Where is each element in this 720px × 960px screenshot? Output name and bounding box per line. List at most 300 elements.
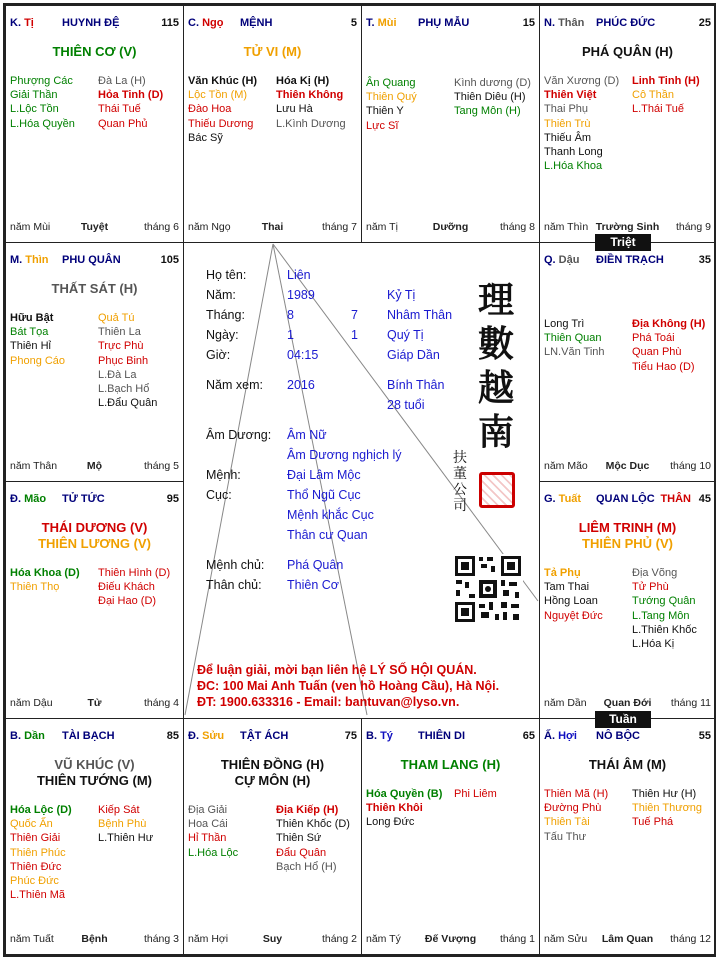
cuc-note-1: Mệnh khắc Cục bbox=[287, 508, 374, 522]
minor-star: Trực Phù bbox=[98, 340, 144, 353]
palace-than bbox=[539, 5, 716, 243]
minor-star: Long Đức bbox=[366, 816, 415, 829]
minor-star: Thiên Thọ bbox=[10, 581, 60, 594]
menh-label: Mệnh: bbox=[206, 468, 241, 482]
minor-star: Phá Toái bbox=[632, 332, 675, 345]
palace-suu bbox=[183, 718, 362, 955]
minor-stars-right bbox=[632, 74, 700, 117]
minor-star: Địa Không (H) bbox=[632, 318, 706, 330]
minor-star: Linh Tinh (H) bbox=[632, 75, 700, 87]
thang-label: Tháng: bbox=[206, 308, 245, 322]
minor-star: Thiên Khốc (D) bbox=[276, 818, 350, 831]
palace-can: Đ. bbox=[188, 730, 203, 742]
palace-number: 25 bbox=[698, 17, 711, 29]
minor-stars-left bbox=[544, 74, 619, 173]
palace-name: THIÊN DI bbox=[418, 730, 466, 742]
minor-star: Hoa Cái bbox=[188, 818, 228, 831]
palace-footer bbox=[366, 220, 535, 234]
palace-chi: Tị bbox=[24, 17, 34, 29]
palace-year: năm Hợi bbox=[188, 933, 229, 945]
palace-can: M. bbox=[10, 254, 26, 266]
palace-stage: Mộ bbox=[86, 460, 103, 472]
ngay-value-a: 1 bbox=[287, 328, 294, 342]
thang-value-a: 8 bbox=[287, 308, 294, 322]
am-duong-value: Âm Nữ bbox=[287, 428, 327, 442]
contact-line-1: Để luận giải, mời bạn liên hệ LÝ SỐ HỘI QUÁN. bbox=[197, 663, 477, 677]
nam-can-chi: Kỷ Tị bbox=[387, 288, 416, 302]
minor-stars-right bbox=[632, 787, 702, 830]
minor-star: Thiên Mã (H) bbox=[544, 788, 609, 800]
minor-star: Tuế Phá bbox=[632, 816, 674, 829]
minor-star: Đại Hao (D) bbox=[98, 595, 157, 608]
minor-star: Đào Hoa bbox=[188, 103, 232, 116]
minor-star: Quả Tú bbox=[98, 312, 135, 324]
minor-star: Phi Liêm bbox=[454, 788, 497, 800]
minor-star: Hỏa Tinh (D) bbox=[98, 89, 164, 102]
minor-star: Hóa Khoa (D) bbox=[10, 567, 80, 579]
minor-stars-left bbox=[366, 76, 417, 133]
minor-stars-right bbox=[98, 566, 170, 609]
palace-can: G. bbox=[544, 493, 559, 505]
palace-chi: Thìn bbox=[25, 254, 49, 266]
minor-star: Thiên Không bbox=[276, 89, 344, 102]
palace-header bbox=[10, 16, 179, 30]
palace-stage: Lâm Quan bbox=[601, 933, 654, 945]
nam-value: 1989 bbox=[287, 288, 315, 302]
palace-chi: Sửu bbox=[202, 730, 225, 742]
gio-value: 04:15 bbox=[287, 348, 319, 362]
palace-footer bbox=[544, 459, 711, 473]
palace-stage: Tử bbox=[87, 697, 102, 709]
minor-stars-right bbox=[98, 74, 163, 131]
minor-star: Lộc Tồn (M) bbox=[188, 89, 248, 102]
palace-header bbox=[366, 729, 535, 743]
palace-stage: Bệnh bbox=[81, 933, 108, 945]
minor-star: L.Thiên Mã bbox=[10, 889, 66, 902]
palace-year: năm Thân bbox=[10, 460, 58, 472]
palace-footer bbox=[366, 932, 535, 946]
palace-mao bbox=[5, 481, 184, 719]
minor-star: Bệnh Phù bbox=[98, 818, 147, 831]
palace-number: 45 bbox=[698, 493, 711, 505]
minor-star: Long Trì bbox=[544, 318, 585, 330]
logo-char-4: 南 bbox=[477, 411, 514, 453]
minor-star: Thiên Thương bbox=[632, 802, 703, 815]
minor-star: Địa Võng bbox=[632, 567, 678, 579]
palace-number: 5 bbox=[350, 17, 357, 29]
palace-can-chi bbox=[544, 253, 579, 267]
main-star: THIÊN TƯỚNG (M) bbox=[36, 773, 153, 788]
minor-stars-left bbox=[366, 787, 442, 830]
minor-star: Thiếu Âm bbox=[544, 131, 592, 144]
palace-header bbox=[544, 16, 711, 30]
palace-year: năm Sửu bbox=[544, 933, 588, 945]
palace-name: NÔ BỘC bbox=[596, 730, 640, 742]
palace-can: Đ. bbox=[10, 493, 25, 505]
palace-footer bbox=[10, 459, 179, 473]
palace-number: 115 bbox=[161, 17, 179, 29]
palace-can-chi bbox=[366, 729, 393, 743]
minor-star: Hóa Kị (H) bbox=[276, 75, 330, 87]
palace-month: tháng 9 bbox=[675, 221, 711, 233]
minor-star: Phục Binh bbox=[98, 354, 149, 367]
main-star: PHÁ QUÂN (H) bbox=[582, 44, 673, 59]
minor-star: Thiên Tài bbox=[544, 816, 590, 829]
minor-star: Hữu Bật bbox=[10, 312, 54, 324]
palace-month: tháng 8 bbox=[499, 221, 535, 233]
menh-chu-label: Mệnh chủ: bbox=[206, 558, 265, 572]
minor-star: Thiên Quan bbox=[544, 332, 602, 345]
palace-name: HUYNH ĐỆ bbox=[62, 17, 120, 29]
palace-month: tháng 10 bbox=[670, 460, 711, 472]
palace-dan bbox=[5, 718, 184, 955]
minor-stars-left bbox=[544, 317, 605, 360]
minor-star: Thiên Hỉ bbox=[10, 340, 51, 353]
palace-can-chi bbox=[544, 16, 584, 30]
triet-tag: Triệt bbox=[595, 234, 651, 251]
minor-star: Nguyệt Đức bbox=[544, 609, 603, 622]
palace-hoi bbox=[539, 718, 716, 955]
palace-can: C. bbox=[188, 17, 203, 29]
minor-stars-right bbox=[276, 74, 346, 131]
nam-xem-can-chi: Bính Thân bbox=[387, 378, 445, 392]
palace-name: QUAN LỘC bbox=[596, 493, 655, 505]
logo-side-text bbox=[453, 450, 469, 514]
palace-month: tháng 1 bbox=[499, 933, 535, 945]
cuc-value: Thổ Ngũ Cục bbox=[287, 488, 361, 502]
main-star: THIÊN PHỦ (V) bbox=[582, 536, 673, 551]
palace-year: năm Thìn bbox=[544, 221, 589, 233]
main-star: THÁI ÂM (M) bbox=[588, 757, 667, 772]
palace-header bbox=[188, 729, 357, 743]
minor-star: Thiên Việt bbox=[544, 89, 597, 102]
palace-number: 75 bbox=[344, 730, 357, 742]
palace-name: MỆNH bbox=[240, 17, 273, 29]
minor-star: Thiên La bbox=[98, 326, 141, 339]
main-star: TỬ VI (M) bbox=[243, 44, 302, 59]
palace-number: 95 bbox=[166, 493, 179, 505]
minor-star: LN.Văn Tinh bbox=[544, 346, 605, 359]
minor-star: Thái Tuế bbox=[98, 103, 141, 116]
ho-ten-label: Họ tên: bbox=[206, 268, 247, 282]
minor-star: Thiên Đức bbox=[10, 860, 62, 873]
thang-can-chi: Nhâm Thân bbox=[387, 308, 453, 322]
palace-stage: Quan Đới bbox=[603, 697, 652, 709]
palace-can: B. bbox=[10, 730, 25, 742]
than-chu-value: Thiên Cơ bbox=[287, 578, 339, 592]
palace-can-chi bbox=[10, 253, 49, 267]
palace-can-chi bbox=[10, 16, 34, 30]
palace-header bbox=[544, 729, 711, 743]
minor-star: Thiên Hư (H) bbox=[632, 788, 697, 800]
minor-star: L.Tang Môn bbox=[632, 609, 690, 622]
minor-star: L.Đà La bbox=[98, 368, 137, 381]
minor-stars-left bbox=[10, 566, 80, 594]
palace-month: tháng 5 bbox=[143, 460, 179, 472]
contact-info bbox=[197, 662, 537, 710]
minor-stars-right bbox=[98, 311, 157, 410]
calligraphy-logo bbox=[471, 278, 521, 454]
minor-star: Hỉ Thần bbox=[188, 832, 227, 845]
nam-label: Năm: bbox=[206, 288, 236, 302]
minor-star: Văn Xương (D) bbox=[544, 75, 620, 87]
side-char-3: 公 bbox=[453, 482, 467, 498]
palace-stage: Đế Vượng bbox=[424, 933, 477, 945]
minor-stars-left bbox=[10, 311, 65, 368]
minor-star: L.Đẩu Quân bbox=[98, 397, 158, 410]
than-chu-label: Thân chủ: bbox=[206, 578, 262, 592]
palace-can: Ấ. bbox=[544, 730, 559, 742]
minor-star: Hóa Quyền (B) bbox=[366, 788, 443, 800]
contact-line-2: ĐC: 100 Mai Anh Tuấn (ven hồ Hoàng Cầu), Hà Nội. bbox=[197, 679, 500, 693]
minor-star: Thiên Y bbox=[366, 105, 404, 118]
minor-star: Phong Cáo bbox=[10, 354, 66, 367]
minor-star: L.Hóa Khoa bbox=[544, 160, 603, 173]
palace-ngo bbox=[183, 5, 362, 243]
palace-footer bbox=[544, 220, 711, 234]
minor-star: Quan Phủ bbox=[98, 117, 148, 130]
gio-label: Giờ: bbox=[206, 348, 231, 362]
minor-star: Tiểu Hao (D) bbox=[632, 360, 695, 373]
logo-char-2: 數 bbox=[477, 323, 514, 365]
palace-footer bbox=[544, 932, 711, 946]
palace-chi: Mão bbox=[24, 493, 47, 505]
tuoi-value: 28 tuổi bbox=[387, 398, 425, 412]
palace-header bbox=[188, 16, 357, 30]
minor-star: Tam Thai bbox=[544, 581, 590, 594]
palace-year: năm Dần bbox=[544, 697, 587, 709]
minor-stars-right bbox=[632, 317, 705, 374]
minor-stars-left bbox=[188, 803, 238, 860]
palace-mui bbox=[361, 5, 540, 243]
minor-stars-right bbox=[454, 76, 531, 119]
palace-name: TẬT ÁCH bbox=[240, 730, 289, 742]
minor-star: Bát Tọa bbox=[10, 326, 49, 339]
nam-xem-label: Năm xem: bbox=[206, 378, 263, 392]
minor-stars-right bbox=[454, 787, 497, 801]
minor-star: Địa Kiếp (H) bbox=[276, 804, 339, 816]
palace-footer bbox=[544, 696, 711, 710]
minor-star: Kình dương (D) bbox=[454, 77, 531, 89]
palace-month: tháng 4 bbox=[143, 697, 179, 709]
minor-star: L.Hóa Kị bbox=[632, 638, 675, 651]
am-duong-note: Âm Dương nghịch lý bbox=[287, 448, 402, 462]
menh-value: Đại Lâm Mộc bbox=[287, 468, 361, 482]
palace-header bbox=[10, 729, 179, 743]
minor-star: Giải Thần bbox=[10, 89, 58, 102]
minor-star: Cô Thần bbox=[632, 89, 674, 102]
main-star: VŨ KHÚC (V) bbox=[54, 757, 135, 772]
palace-name: TÀI BẠCH bbox=[62, 730, 115, 742]
palace-month: tháng 12 bbox=[670, 933, 711, 945]
palace-can-chi bbox=[10, 492, 46, 506]
palace-header bbox=[366, 16, 535, 30]
minor-star: Tấu Thư bbox=[544, 830, 587, 843]
palace-number: 55 bbox=[698, 730, 711, 742]
palace-can-chi bbox=[366, 16, 397, 30]
minor-star: Lưu Hà bbox=[276, 103, 313, 116]
palace-header bbox=[544, 253, 711, 267]
minor-star: Thai Phụ bbox=[544, 103, 589, 116]
main-star: LIÊM TRINH (M) bbox=[578, 520, 677, 535]
minor-star: Đường Phù bbox=[544, 802, 602, 815]
palace-stage: Tuyệt bbox=[80, 221, 109, 233]
palace-year: năm Ngọ bbox=[188, 221, 231, 233]
minor-star: L.Thái Tuế bbox=[632, 103, 684, 116]
main-star: THIÊN LƯƠNG (V) bbox=[38, 536, 151, 551]
palace-footer bbox=[10, 696, 179, 710]
minor-star: Thiên Sứ bbox=[276, 832, 322, 845]
minor-star: L.Lộc Tồn bbox=[10, 103, 59, 116]
palace-number: 85 bbox=[166, 730, 179, 742]
minor-star: L.Kình Dương bbox=[276, 117, 346, 130]
palace-stage: Mộc Dục bbox=[605, 460, 650, 472]
minor-star: Bác Sỹ bbox=[188, 131, 223, 144]
palace-can: K. bbox=[10, 17, 25, 29]
palace-can-chi bbox=[10, 729, 45, 743]
minor-stars-left bbox=[544, 787, 608, 844]
palace-footer bbox=[10, 220, 179, 234]
minor-star: Thanh Long bbox=[544, 146, 603, 159]
main-star: THẤT SÁT (H) bbox=[51, 281, 138, 296]
palace-header bbox=[544, 492, 711, 506]
minor-stars-right bbox=[276, 803, 350, 874]
minor-stars-left bbox=[10, 803, 72, 902]
palace-chi: Dần bbox=[24, 730, 45, 742]
palace-chi: Ngọ bbox=[202, 17, 224, 29]
minor-star: Tang Môn (H) bbox=[454, 105, 521, 118]
minor-star: Lực Sĩ bbox=[366, 119, 399, 132]
gio-can-chi: Giáp Dần bbox=[387, 348, 440, 362]
palace-number: 15 bbox=[522, 17, 535, 29]
red-seal-icon bbox=[479, 472, 515, 508]
minor-star: Thiên Khôi bbox=[366, 802, 423, 815]
nam-xem-value: 2016 bbox=[287, 378, 315, 392]
contact-line-3: ĐT: 1900.633316 - Email: bantuvan@lyso.vn. bbox=[197, 695, 460, 709]
palace-chi: Thân bbox=[558, 17, 585, 29]
minor-star: Quốc Ấn bbox=[10, 818, 53, 831]
minor-star: L.Thiên Khốc bbox=[632, 623, 697, 636]
palace-number: 35 bbox=[698, 254, 711, 266]
minor-stars-right bbox=[632, 566, 697, 651]
ngay-label: Ngày: bbox=[206, 328, 239, 342]
palace-can-chi bbox=[188, 16, 223, 30]
palace-footer bbox=[188, 220, 357, 234]
palace-stage: Trường Sinh bbox=[595, 221, 660, 233]
minor-stars-left bbox=[10, 74, 75, 131]
minor-star: L.Hóa Quyền bbox=[10, 117, 75, 130]
side-char-1: 扶 bbox=[453, 450, 467, 466]
palace-year: năm Tị bbox=[366, 221, 398, 233]
horoscope-board bbox=[3, 3, 716, 957]
logo-char-1: 理 bbox=[477, 279, 514, 321]
palace-header bbox=[10, 492, 179, 506]
minor-star: Văn Khúc (H) bbox=[188, 75, 258, 87]
cuc-note-2: Thân cư Quan bbox=[287, 528, 368, 542]
tuan-tag: Tuần bbox=[595, 711, 651, 728]
palace-number: 65 bbox=[522, 730, 535, 742]
ngay-can-chi: Quý Tị bbox=[387, 328, 424, 342]
minor-star: Thiếu Dương bbox=[188, 117, 254, 130]
palace-can: T. bbox=[366, 17, 378, 29]
palace-year: năm Dậu bbox=[10, 697, 53, 709]
minor-star: Phượng Các bbox=[10, 75, 73, 87]
main-star: THÁI DƯƠNG (V) bbox=[41, 520, 148, 535]
am-duong-label: Âm Dương: bbox=[206, 428, 272, 442]
palace-year: năm Mão bbox=[544, 460, 588, 472]
side-char-4: 司 bbox=[453, 498, 467, 514]
minor-star: Địa Giải bbox=[188, 804, 228, 816]
qr-code-icon bbox=[453, 554, 523, 624]
center-info bbox=[183, 242, 540, 718]
palace-can-chi bbox=[188, 729, 224, 743]
palace-name: PHÚC ĐỨC bbox=[596, 17, 656, 29]
minor-stars-right bbox=[98, 803, 153, 846]
menh-chu-value: Phá Quân bbox=[287, 558, 344, 572]
minor-star: Tướng Quân bbox=[632, 595, 696, 608]
minor-star: Thiên Diêu (H) bbox=[454, 91, 526, 104]
palace-chi: Dậu bbox=[558, 254, 580, 266]
minor-star: Hồng Loan bbox=[544, 595, 598, 608]
palace-ti bbox=[5, 5, 184, 243]
palace-can: N. bbox=[544, 17, 559, 29]
palace-can-chi bbox=[544, 492, 581, 506]
minor-star: L.Hóa Lộc bbox=[188, 846, 239, 859]
cuc-label: Cục: bbox=[206, 488, 232, 502]
palace-thin bbox=[5, 242, 184, 482]
minor-star: Đẩu Quân bbox=[276, 846, 327, 859]
minor-star: Tả Phụ bbox=[544, 567, 581, 579]
palace-stage: Dưỡng bbox=[432, 221, 469, 233]
palace-ty bbox=[361, 718, 540, 955]
palace-stage: Thai bbox=[261, 221, 284, 233]
minor-star: Hóa Lộc (D) bbox=[10, 804, 72, 816]
logo-char-3: 越 bbox=[477, 367, 514, 409]
main-star: THAM LANG (H) bbox=[400, 757, 501, 772]
minor-star: Thiên Trù bbox=[544, 117, 591, 130]
minor-star: Quan Phù bbox=[632, 346, 682, 359]
minor-star: Điếu Khách bbox=[98, 581, 155, 594]
palace-year: năm Tuất bbox=[10, 933, 54, 945]
palace-footer bbox=[10, 932, 179, 946]
palace-header bbox=[10, 253, 179, 267]
minor-star: Thiên Giải bbox=[10, 832, 61, 845]
minor-star: Phúc Đức bbox=[10, 875, 59, 888]
minor-star: Kiếp Sát bbox=[98, 804, 140, 816]
palace-stage: Suy bbox=[262, 933, 283, 945]
palace-month: tháng 6 bbox=[143, 221, 179, 233]
palace-chi: Hợi bbox=[558, 730, 577, 742]
palace-chi: Tuất bbox=[558, 493, 582, 505]
minor-stars-left bbox=[544, 566, 603, 623]
palace-footer bbox=[188, 932, 357, 946]
palace-can: B. bbox=[366, 730, 381, 742]
palace-month: tháng 2 bbox=[321, 933, 357, 945]
palace-chi: Mùi bbox=[377, 17, 397, 29]
palace-year: năm Mùi bbox=[10, 221, 51, 233]
ho-ten-value: Liên bbox=[287, 268, 311, 282]
palace-name: TỬ TỨC bbox=[62, 493, 105, 505]
minor-star: L.Bạch Hổ bbox=[98, 383, 150, 396]
than-marker: THÂN bbox=[660, 493, 691, 505]
minor-star: Tử Phù bbox=[632, 581, 669, 594]
main-star: THIÊN ĐỒNG (H) bbox=[220, 757, 325, 772]
minor-star: Đà La (H) bbox=[98, 75, 146, 87]
minor-star: Bạch Hổ (H) bbox=[276, 860, 337, 873]
palace-name: PHỤ MẪU bbox=[418, 17, 470, 29]
minor-star: Thiên Hình (D) bbox=[98, 567, 171, 579]
minor-star: L.Thiên Hư bbox=[98, 832, 154, 845]
